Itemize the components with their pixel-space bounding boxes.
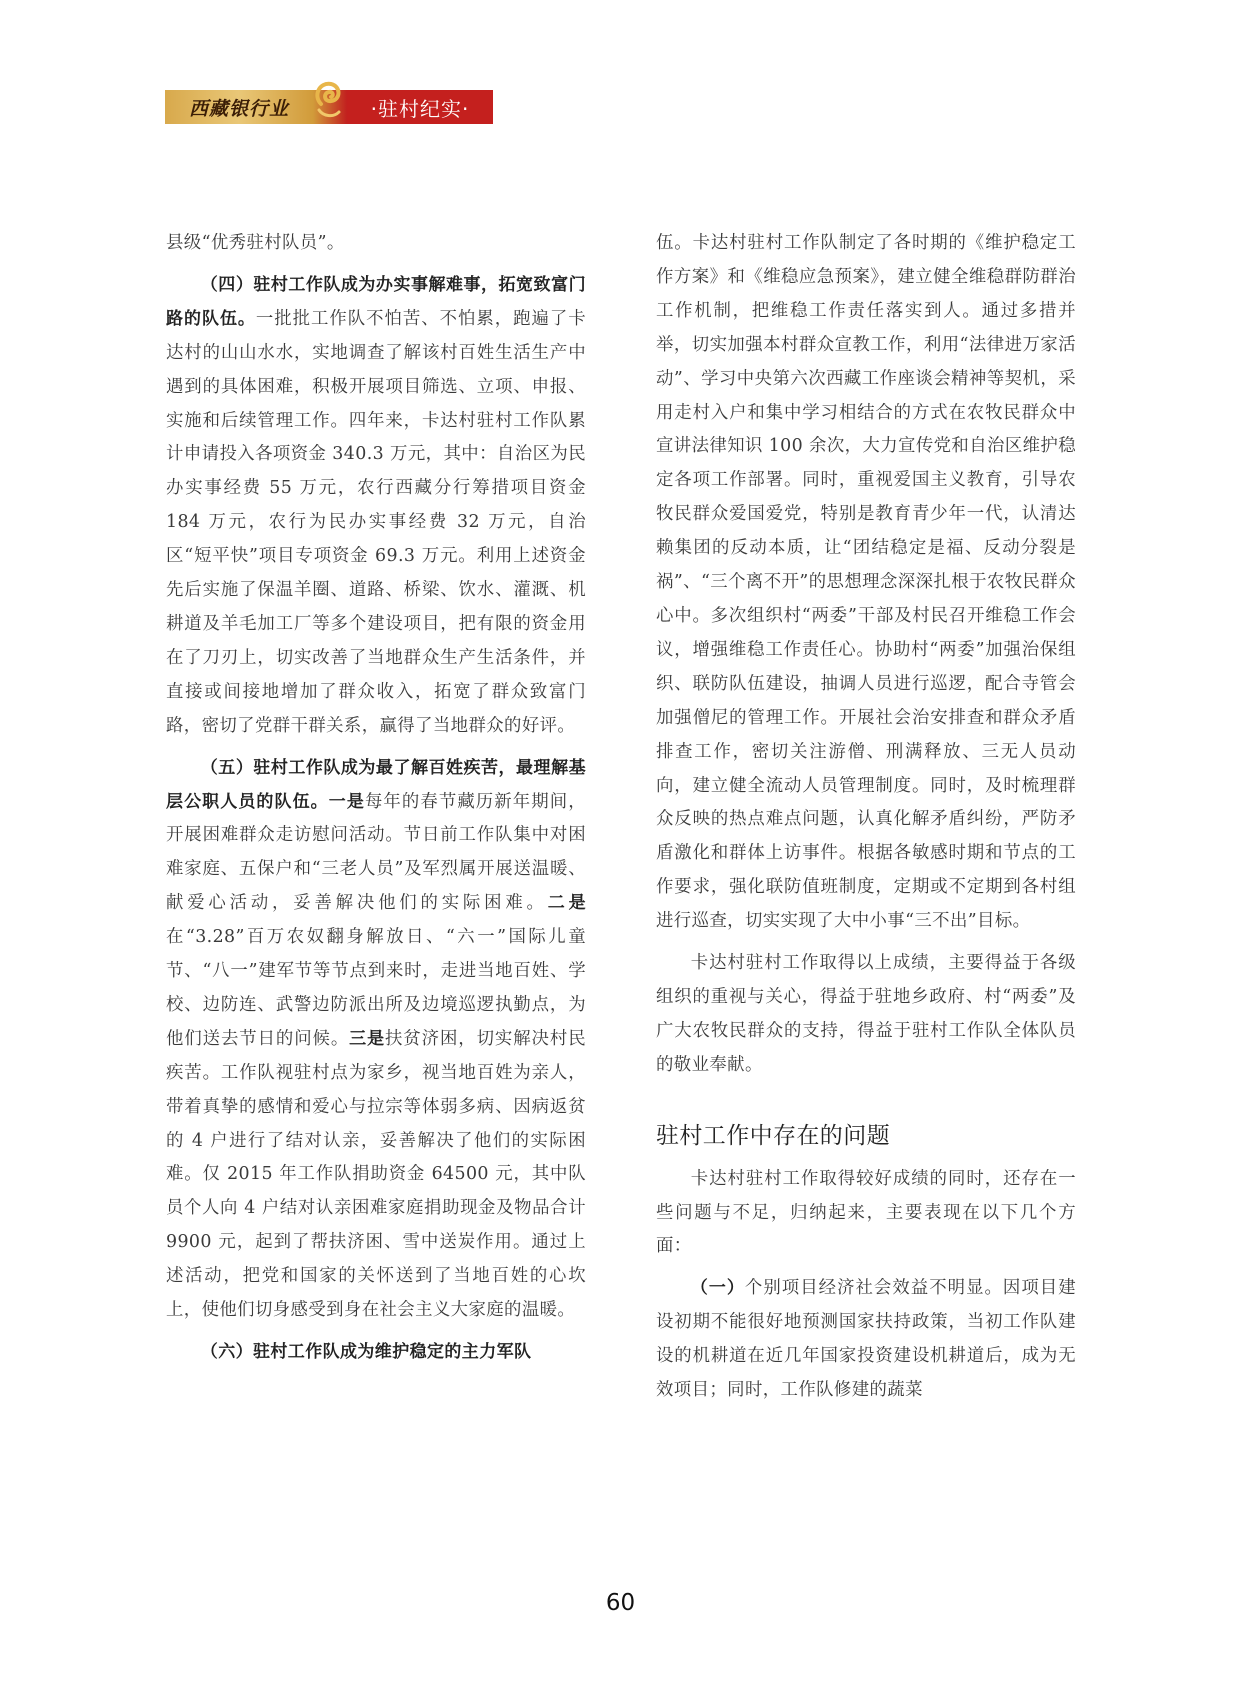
brand-logo: 西藏银行业 (165, 90, 313, 124)
paragraph-text: 扶贫济困，切实解决村民疾苦。工作队视驻村点为家乡，视当地百姓为亲人，带着真挚的感情和爱心与拉宗等体弱多病、因病返贫的 4 户进行了结对认亲，妥善解决了他们的实际困难。仅 2015 年工作队捐助资金 64500 元，其中队员个人向 4 户结对认亲困难家庭捐助现金及物品合计 9900 元，起到了帮扶济困、雪中送炭作用。通过上述活动，把党和国家的关怀送到了当地百姓的心坎上，使他们切身感受到身在社会主义大家庭的温暖。 (166, 1028, 586, 1321)
paragraph-text: 在“3.28”百万农奴翻身解放日、“六一”国际儿童节、“八一”建军节等节点到来时，走进当地百姓、学校、边防连、武警边防派出所及边境巡逻执勤点，为他们送去节日的问候。 (166, 927, 586, 1049)
paragraph-text: 每年的春节藏历新年期间，开展困难群众走访慰问活动。节日前工作队集中对困难家庭、五保户和“三老人员”及军烈属开展送温暖、献爱心活动，妥善解决他们的实际困难。 (166, 791, 586, 914)
paragraph (656, 1272, 1076, 1408)
subheading: （六）驻村工作队成为维护稳定的主力军队 (200, 1342, 532, 1362)
right-column (656, 227, 1076, 1416)
paragraph-text: 一批批工作队不怕苦、不怕累，跑遍了卡达村的山山水水，实地调查了解该村百姓生活生产中遇到的具体困难，积极开展项目筛选、立项、申报、实施和后续管理工作。四年来，卡达村驻村工作队累计申请投入各项资金 340.3 万元，其中：自治区为民办实事经费 55 万元，农行西藏分行筹措项目资金 184 万元，农行为民办实事经费 32 万元，自治区“短平快”项目专项资金 69.3 万元。利用上述资金先后实施了保温羊圈、道路、桥梁、饮水、灌溉、机耕道及羊毛加工厂等多个建设项目，把有限的资金用在了刀刃上，切实改善了当地群众生产生活条件，并直接或间接地增加了群众收入，拓宽了群众致富门路，密切了党群干群关系，赢得了当地群众的好评。 (166, 308, 587, 736)
keyword: 三是 (349, 1028, 386, 1049)
paragraph (166, 1336, 586, 1370)
swirl-ornament-icon (313, 90, 347, 124)
paragraph (166, 752, 586, 1328)
page-number: 60 (605, 1590, 636, 1616)
subheading: （四）驻村工作队成为办实事解难事，拓宽致富门路的队伍。 (166, 274, 586, 329)
left-column (166, 227, 586, 1378)
magazine-header (165, 90, 493, 124)
section-heading: 驻村工作中存在的问题 (656, 1122, 890, 1149)
keyword: 二是 (547, 893, 586, 914)
subheading: （五）驻村工作队成为最了解百姓疾苦，最理解基层公职人员的队伍。 (166, 757, 586, 812)
paragraph: 县级“优秀驻村队员”。 (166, 233, 345, 253)
paragraph: 卡达村驻村工作取得以上成绩，主要得益于各级组织的重视与关心，得益于驻地乡政府、村“两委”及广大农牧民群众的支持，得益于驻村工作队全体队员的敬业奉献。 (656, 953, 1076, 1075)
paragraph-text: 个别项目经济社会效益不明显。因项目建设初期不能很好地预测国家扶持政策，当初工作队建设的机耕道在近几年国家投资建设机耕道后，成为无效项目；同时，工作队修建的蔬菜 (656, 1278, 1077, 1401)
section-label: ·驻村纪实· (347, 90, 493, 124)
paragraph: 伍。卡达村驻村工作队制定了各时期的《维护稳定工作方案》和《维稳应急预案》，建立健全维稳群防群治工作机制，把维稳工作责任落实到人。通过多措并举，切实加强本村群众宣教工作，利用“法律进万家活动”、学习中央第六次西藏工作座谈会精神等契机，采用走村入户和集中学习相结合的方式在农牧民群众中宣讲法律知识 100 余次，大力宣传党和自治区维护稳定各项工作部署。同时，重视爱国主义教育，引导农牧民群众爱国爱党，特别是教育青少年一代，认清达赖集团的反动本质，让“团结稳定是福、反动分裂是祸”、“三个离不开”的思想理念深深扎根于农牧民群众心中。多次组织村“两委”干部及村民召开维稳工作会议，增强维稳工作责任心。协助村“两委”加强治保组织、联防队伍建设，抽调人员进行巡逻，配合寺管会加强僧尼的管理工作。开展社会治安排查和群众矛盾排查工作，密切关注游僧、刑满释放、三无人员动向，建立健全流动人员管理制度。同时，及时梳理群众反映的热点难点问题，认真化解矛盾纠纷，严防矛盾激化和群体上访事件。根据各敏感时期和节点的工作要求，强化联防值班制度，定期或不定期到各村组进行巡查，切实实现了大中小事“三不出”目标。 (656, 233, 1076, 932)
paragraph (166, 269, 586, 744)
keyword: 一是 (328, 791, 365, 812)
paragraph: 卡达村驻村工作取得较好成绩的同时，还存在一些问题与不足，归纳起来，主要表现在以下几个方面： (656, 1168, 1076, 1257)
subheading: （一） (690, 1278, 745, 1299)
